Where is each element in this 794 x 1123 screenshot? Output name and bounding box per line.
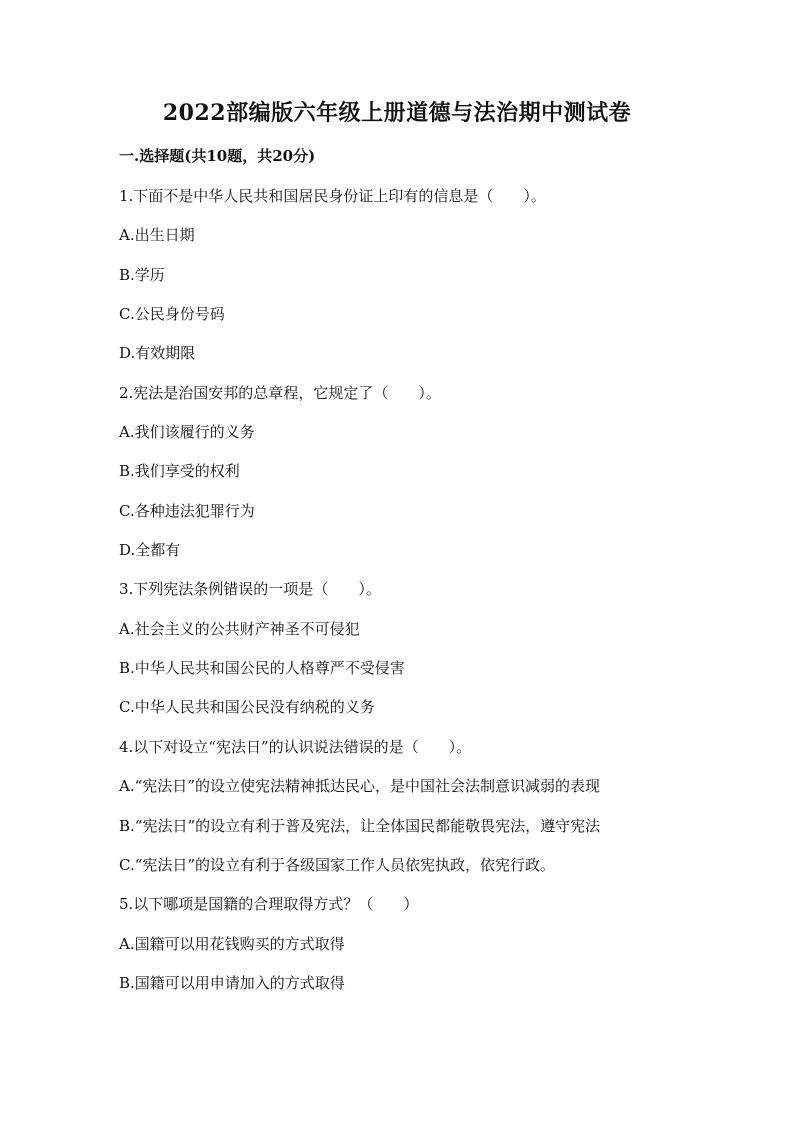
question-1-stem: 1.下面不是中华人民共和国居民身份证上印有的信息是（ ）。	[119, 187, 546, 205]
question-1-option-d: D.有效期限	[119, 344, 196, 363]
section-heading: 一.选择题(共10题，共20分)	[119, 147, 316, 165]
question-3-option-a: A.社会主义的公共财产神圣不可侵犯	[119, 619, 360, 638]
question-2-option-c: C.各种违法犯罪行为	[119, 501, 255, 520]
question-2-option-a: A.我们该履行的义务	[119, 423, 255, 442]
question-4-stem: 4.以下对设立“宪法日”的认识说法错误的是（ ）。	[119, 737, 472, 756]
question-5-stem: 5.以下哪项是国籍的合理取得方式？（ ）	[119, 895, 419, 914]
question-1-option-a: A.出生日期	[119, 226, 195, 245]
question-2-stem: 2.宪法是治国安邦的总章程，它规定了（ ）。	[119, 383, 441, 402]
question-list	[119, 184, 699, 1010]
question-3-stem: 3.下列宪法条例错误的一项是（ ）。	[119, 580, 381, 599]
question-4-option-a: A.“宪法日”的设立使宪法精神抵达民心，是中国社会法制意识减弱的表现	[119, 777, 600, 796]
page-title: 2022部编版六年级上册道德与法治期中测试卷	[162, 100, 632, 126]
question-4-option-b: B.“宪法日”的设立有利于普及宪法，让全体国民都能敬畏宪法，遵守宪法	[119, 816, 601, 835]
question-3-option-b: B.中华人民共和国公民的人格尊严不受侵害	[119, 659, 405, 678]
question-4-option-c: C.“宪法日”的设立有利于各级国家工作人员依宪执政，依宪行政。	[119, 855, 556, 874]
question-2-option-d: D.全都有	[119, 541, 181, 560]
question-5-option-b: B.国籍可以用申请加入的方式取得	[119, 973, 345, 992]
question-5-option-a: A.国籍可以用花钱购买的方式取得	[119, 934, 345, 953]
question-3-option-c: C.中华人民共和国公民没有纳税的义务	[119, 698, 375, 717]
question-1-option-b: B.学历	[119, 265, 165, 284]
question-2-option-b: B.我们享受的权利	[119, 462, 240, 481]
question-1-option-c: C.公民身份号码	[119, 305, 225, 324]
